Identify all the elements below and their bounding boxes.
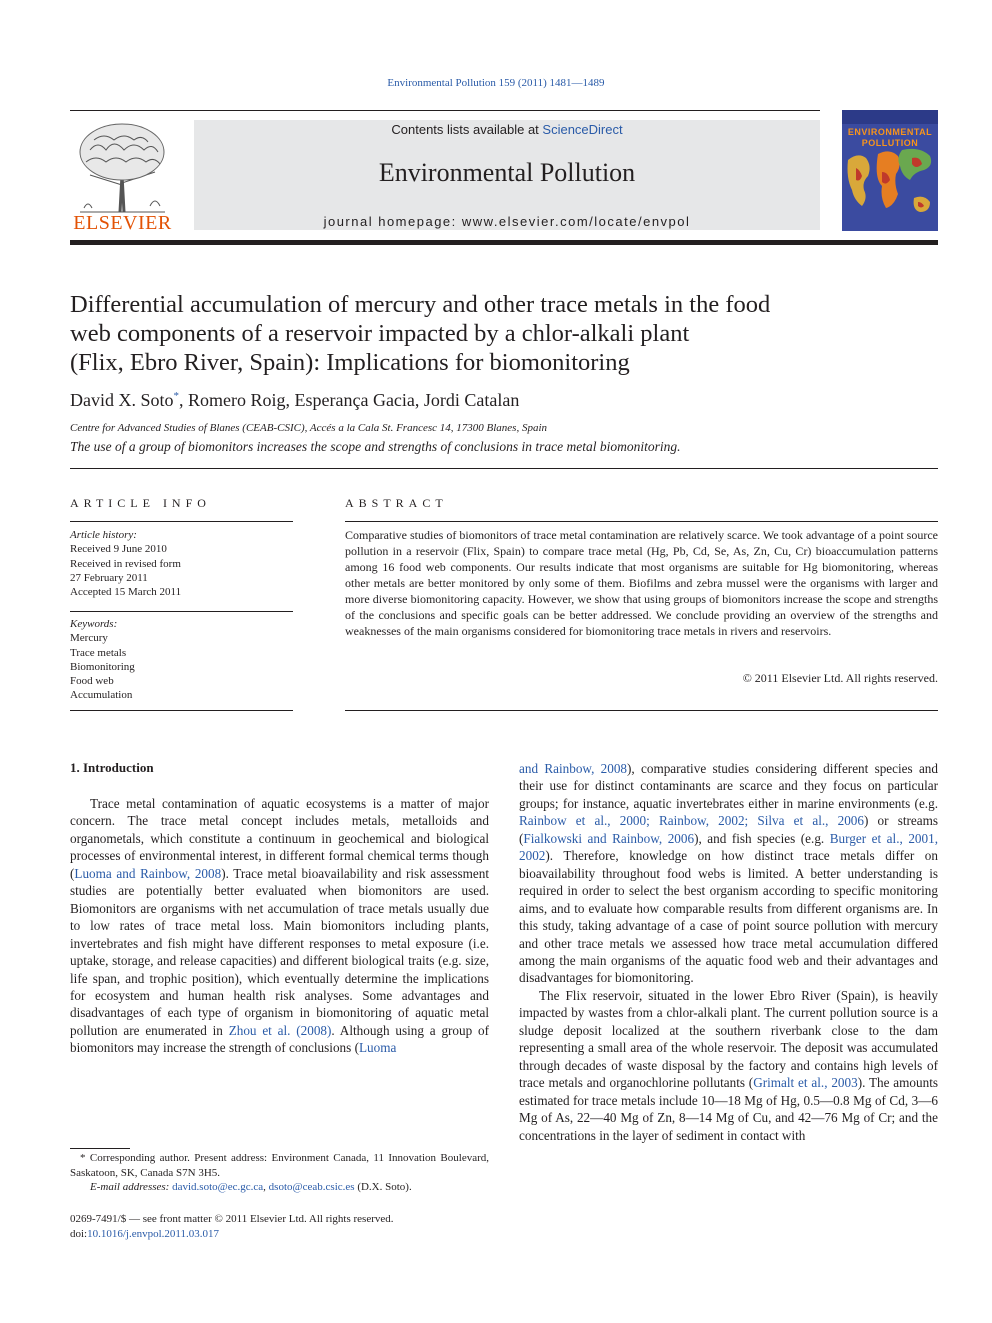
elsevier-logo[interactable] <box>70 120 175 235</box>
text-span: ). Therefore, knowledge on how distinct trace metals differ on bioavailability throughout food webs is limited. A better understanding is required in order to select the best organism according to specific monitoring aims, and to evaluate how comparable results from different organisms are. In this study, taking advantage of a case of point source pollution with mercury and other trace metals we assessed how trace metal accumulation differed among the main organisms of the aquatic food web and their advantages and disadvantages for biomonitoring. <box>519 848 938 986</box>
article-info-heading: ARTICLE INFO <box>70 496 211 510</box>
cover-title-line1: ENVIRONMENTAL <box>847 127 933 137</box>
corresponding-author-note <box>70 1151 489 1180</box>
cover-title <box>842 127 938 149</box>
doi-prefix: doi: <box>70 1227 88 1240</box>
keyword-item: Food web <box>70 675 114 688</box>
author-soto: David X. Soto <box>70 390 174 410</box>
introduction-heading: 1. Introduction <box>70 760 154 775</box>
sciencedirect-link[interactable]: ScienceDirect <box>542 122 623 137</box>
ref-luoma-rainbow-end[interactable]: and Rainbow, 2008 <box>519 761 628 776</box>
keywords-label: Keywords: <box>70 618 118 630</box>
text-span: . Although using a group of biomonitors may increase the strength of conclusions ( <box>70 1022 489 1056</box>
doi-link[interactable]: 10.1016/j.envpol.2011.03.017 <box>87 1227 220 1240</box>
title-line-1: Differential accumulation of mercury and other trace metals in the food <box>70 291 771 318</box>
keyword-item: Trace metals <box>70 646 127 659</box>
footnote-mark: * <box>80 1152 86 1164</box>
highlight-sentence: The use of a group of biomonitors increases the scope and strengths of conclusions in trace metal biomonitoring. <box>70 439 681 454</box>
history-item: Received 9 June 2010 <box>70 543 167 556</box>
header-thick-rule <box>70 240 938 245</box>
ref-luoma-start[interactable]: Luoma <box>358 1040 397 1056</box>
journal-cover[interactable] <box>842 110 938 231</box>
text-span: Trace metal contamination of aquatic ecosystems is a matter of major concern. The trace metal concept includes metals, metalloids and organometals, which constitute a continuum in geochemical and biological processes of environmental interest, in different formal chemical terms though ( <box>70 796 489 881</box>
text-span: ) or streams ( <box>519 813 938 846</box>
corresponding-text: Corresponding author. Present address: Environment Canada, 11 Innovation Boulevard, Saskatoon, SK, Canada S7N 3H5. <box>70 1152 489 1179</box>
email-separator: , <box>263 1181 269 1193</box>
title-line-3: (Flix, Ebro River, Spain): Implications for biomonitoring <box>70 349 630 376</box>
title-divider <box>70 468 938 469</box>
keyword-item: Accumulation <box>70 689 133 702</box>
history-label: Article history: <box>70 529 137 541</box>
author-list <box>70 390 519 411</box>
corresponding-author-mark[interactable]: * <box>173 390 179 402</box>
contents-prefix: Contents lists available at <box>391 122 543 137</box>
history-item: Accepted 15 March 2011 <box>70 586 182 599</box>
intro-paragraph-1-cont <box>519 760 938 987</box>
journal-name: Environmental Pollution <box>378 158 636 187</box>
ref-grimalt-2003[interactable]: Grimalt et al., 2003 <box>753 1075 858 1091</box>
text-span: ), and fish species (e.g. <box>694 830 830 846</box>
ref-rainbow-silva[interactable]: Rainbow et al., 2000; Rainbow, 2002; Silva et al., 2006 <box>519 813 864 829</box>
article-title <box>70 290 930 377</box>
text-span: ). Trace metal bioavailability and risk assessment studies are potentially better evaluated when biomonitors are used. Biomonitors are organisms with net accumulation of trace metals usually due to low rates of trace metal loss. Main biomonitors including plants, invertebrates and fish might have different responses to metal exposure (i.e. uptake, storage, and release capacities) and different biological traits (e.g. size, life span, and trophic position), which eventually determine the implications for ecosystem and human health risk analyses. Some advantages and disadvantages of each type of organism in biomonitoring of aquatic metal pollution are enumerated in <box>70 865 490 1038</box>
issn-block <box>70 1212 394 1241</box>
body-column-right <box>519 760 938 1144</box>
history-item: Received in revised form <box>70 557 181 570</box>
journal-citation[interactable]: Environmental Pollution 159 (2011) 1481—1489 <box>387 77 605 89</box>
ref-burger[interactable]: Burger et al., 2001, 2002 <box>519 830 938 864</box>
abstract-text: Comparative studies of biomonitors of trace metal contamination are relatively scarce. We took advantage of a point source pollution in a reservoir (Flix, Spain) to compare trace metal (Hg, Pb, Cd, Se, As, Zn, Cu, Cr) bioaccumulation patterns among 16 food web components. Our results indicate that most organisms are suitable for Hg biomonitoring, whereas other metals are better monitored by only some of them. Biofilms and zebra mussel were the organisms with larger and more diverse biomonitoring capacity. However, we show that using groups of biomonitors increase the scope and strengths of the conclusions and specific goals can be better addressed. We conclude providing an overview of the strengths and weaknesses of the main organisms considered for biomonitoring trace metals in rivers and reservoirs. <box>345 528 938 638</box>
affiliation: Centre for Advanced Studies of Blanes (CEAB-CSIC), Accés a la Cala St. Francesc 14, 17300 Blanes, Spain <box>70 422 548 434</box>
keyword-item: Biomonitoring <box>70 660 135 673</box>
article-info-rule-top <box>70 521 293 522</box>
abstract-rule-bottom <box>345 710 938 711</box>
keyword-item: Mercury <box>70 632 108 645</box>
journal-homepage[interactable]: journal homepage: www.elsevier.com/locate/envpol <box>323 214 691 229</box>
abstract-heading: ABSTRACT <box>345 496 448 510</box>
email-suffix: (D.X. Soto). <box>354 1181 412 1193</box>
header-divider <box>70 110 820 111</box>
article-info-rule-bottom <box>70 710 293 711</box>
elsevier-tree-icon <box>70 120 175 215</box>
article-info-rule-mid <box>70 611 293 612</box>
text-span: The Flix reservoir, situated in the lower Ebro River (Spain), is heavily impacted by wastes from a chlor-alkali plant. The current pollution source is a sludge deposit localized at the southern riverbank close to the dam representing a small area of the whole reservoir. The deposit was accumulated through decades of waste disposal by the factory and contains high levels of trace metals and organochlorine pollutants ( <box>519 987 938 1091</box>
abstract-rule-top <box>345 521 938 522</box>
cover-title-line2: POLLUTION <box>861 138 919 148</box>
intro-paragraph-1 <box>70 795 489 1057</box>
email-link-1[interactable]: david.soto@ec.gc.ca <box>172 1181 264 1193</box>
contents-line <box>194 122 820 137</box>
email-link-2[interactable]: dsoto@ceab.csic.es <box>268 1181 355 1193</box>
text-span: ), comparative studies considering different species and their use for distinct contaminants are scarce and they focus on particular groups; for instance, aquatic invertebrates either in marine environments (e.g. <box>519 761 938 811</box>
footnote-rule <box>70 1148 130 1149</box>
email-label: E-mail addresses: <box>90 1181 170 1193</box>
doi-line <box>70 1227 394 1242</box>
article-history <box>70 528 293 599</box>
other-authors: , Romero Roig, Esperança Gacia, Jordi Catalan <box>179 390 520 410</box>
ref-luoma-rainbow-2008[interactable]: Luoma and Rainbow, 2008 <box>74 865 222 881</box>
intro-paragraph-2 <box>519 987 938 1144</box>
keywords-list <box>70 617 293 703</box>
corresponding-footnote <box>70 1151 489 1195</box>
ref-fialkowski-rainbow[interactable]: Fialkowski and Rainbow, 2006 <box>523 830 695 846</box>
abstract-copyright: © 2011 Elsevier Ltd. All rights reserved. <box>742 671 938 685</box>
elsevier-wordmark: ELSEVIER <box>73 212 172 234</box>
body-column-left <box>70 795 489 1057</box>
email-line <box>70 1180 489 1195</box>
text-span: ). The amounts estimated for trace metals include 10—18 Mg of Hg, 0.5—0.8 Mg of Cd, 3—6 Mg of As, 22—40 Mg of Zn, 8—14 Mg of Cu, and 42—76 Mg of Cr; and the concentrations in the layer of sediment in contact with <box>519 1075 938 1143</box>
journal-banner <box>194 120 820 230</box>
title-line-2: web components of a reservoir impacted by a chlor-alkali plant <box>70 320 690 347</box>
history-item: 27 February 2011 <box>70 571 148 584</box>
ref-zhou-2008[interactable]: Zhou et al. (2008) <box>228 1022 332 1038</box>
issn-line: 0269-7491/$ — see front matter © 2011 Elsevier Ltd. All rights reserved. <box>70 1213 394 1225</box>
